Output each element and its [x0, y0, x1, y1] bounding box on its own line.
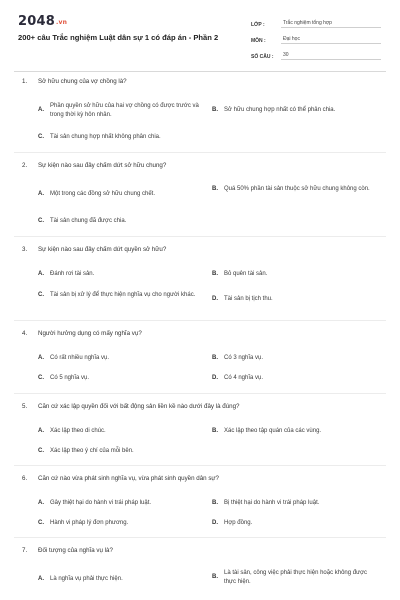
option-c[interactable] [38, 519, 200, 528]
question-divider [14, 537, 386, 538]
question-stem [22, 246, 382, 253]
option-letter: C. [38, 448, 44, 454]
option-b[interactable] [212, 270, 374, 279]
question-text: Đối tượng của nghĩa vụ là? [38, 547, 113, 554]
option-text: Xác lập theo di chúc. [50, 428, 106, 434]
question-divider [14, 152, 386, 153]
meta-row-subject [251, 30, 381, 44]
option-d[interactable] [212, 295, 374, 304]
header-divider [14, 71, 386, 72]
site-logo[interactable] [18, 14, 67, 29]
option-b[interactable] [212, 499, 374, 508]
option-text: Phần quyền sở hữu của hai vợ chồng có được trước và trong thời kỳ hôn nhân. [50, 103, 199, 118]
option-c[interactable] [38, 447, 200, 456]
option-text: Xác lập theo ý chí của mỗi bên. [50, 448, 134, 454]
option-letter: A. [38, 500, 44, 506]
option-letter: C. [38, 218, 44, 224]
option-letter: B. [212, 500, 218, 506]
option-letter: B. [212, 355, 218, 361]
option-text: Tài sản bị tịch thu. [224, 296, 273, 302]
question-text: Sự kiện nào sau đây chấm dứt quyền sở hữu? [38, 246, 167, 253]
option-a[interactable] [38, 190, 200, 199]
option-text: Tài sản bị xử lý để thực hiện nghĩa vụ cho người khác. [50, 292, 196, 298]
question-stem [22, 78, 382, 85]
option-letter: B. [212, 428, 218, 434]
option-text: Hợp đồng. [224, 520, 253, 526]
question-text: Sở hữu chung của vợ chồng là? [38, 78, 127, 85]
option-text: Quá 50% phần tài sản thuộc sở hữu chung không còn. [224, 186, 370, 192]
option-letter: A. [38, 428, 44, 434]
option-letter: B. [212, 186, 218, 192]
question-number: 1. [22, 78, 28, 85]
question-number: 4. [22, 330, 28, 337]
question-stem [22, 475, 382, 482]
option-d[interactable] [212, 374, 374, 383]
option-text: Xác lập theo tập quán của các vùng. [224, 428, 322, 434]
option-text: Đánh rơi tài sản. [50, 271, 95, 277]
option-c[interactable] [38, 217, 200, 226]
meta-label: MÔN : [251, 38, 266, 44]
option-b[interactable] [212, 106, 374, 115]
option-letter: D. [212, 296, 218, 302]
option-text: Gây thiệt hại do hành vi trái pháp luật. [50, 500, 152, 506]
option-b[interactable] [212, 569, 374, 586]
question-number: 2. [22, 162, 28, 169]
option-text: Có 4 nghĩa vụ. [224, 375, 264, 381]
option-b[interactable] [212, 185, 374, 194]
meta-label: LỚP : [251, 22, 265, 28]
question-number: 3. [22, 246, 28, 253]
question-text: Người hưởng dụng có mấy nghĩa vụ? [38, 330, 142, 337]
option-text: Tài sản chung đã được chia. [50, 218, 127, 224]
option-c[interactable] [38, 374, 200, 383]
option-a[interactable] [38, 427, 200, 436]
option-a[interactable] [38, 102, 200, 119]
option-text: Có 5 nghĩa vụ. [50, 375, 90, 381]
option-text: Là tài sản, công việc phải thực hiện hoặc không được thực hiện. [224, 570, 368, 585]
option-letter: C. [38, 292, 44, 298]
meta-label: SỐ CÂU : [251, 54, 274, 60]
option-a[interactable] [38, 575, 200, 584]
option-text: Có 3 nghĩa vụ. [224, 355, 264, 361]
option-text: Có rất nhiều nghĩa vụ. [50, 355, 110, 361]
option-a[interactable] [38, 270, 200, 279]
question-number: 7. [22, 547, 28, 554]
option-letter: A. [38, 355, 44, 361]
question-stem [22, 403, 382, 410]
header [0, 0, 400, 62]
logo-suffix: .vn [55, 19, 68, 26]
option-letter: B. [212, 271, 218, 277]
question-text: Căn cứ xác lập quyền đối với bất động sản liền kề nào dưới đây là đúng? [38, 403, 240, 410]
option-letter: B. [212, 107, 218, 113]
option-letter: B. [212, 574, 218, 581]
question-text: Sự kiện nào sau đây chấm dứt sở hữu chung? [38, 162, 167, 169]
option-letter: C. [38, 520, 44, 526]
question-divider [14, 393, 386, 394]
question-divider [14, 236, 386, 237]
option-text: Hành vi pháp lý đơn phương. [50, 520, 129, 526]
option-letter: C. [38, 375, 44, 381]
option-letter: D. [212, 520, 218, 526]
question-stem [22, 330, 382, 337]
meta-row-class [251, 14, 381, 28]
option-letter: A. [38, 107, 44, 114]
option-letter: A. [38, 576, 44, 582]
question-text: Căn cứ nào vừa phát sinh nghĩa vụ, vừa phát sinh quyền dân sự? [38, 475, 219, 482]
option-text: Bị thiệt hại do hành vi trái pháp luật. [224, 500, 320, 506]
option-text: Tài sản chung hợp nhất không phân chia. [50, 134, 161, 140]
option-c[interactable] [38, 291, 200, 300]
question-divider [14, 320, 386, 321]
meta-panel [251, 14, 381, 62]
option-text: Là nghĩa vụ phải thực hiện. [50, 576, 123, 582]
question-number: 5. [22, 403, 28, 410]
option-letter: C. [38, 134, 44, 140]
logo-main: 2048 [18, 14, 55, 29]
meta-value: 30 [281, 52, 381, 60]
question-divider [14, 465, 386, 466]
option-letter: A. [38, 191, 44, 197]
option-text: Một trong các đồng sở hữu chung chết. [50, 191, 156, 197]
option-b[interactable] [212, 354, 374, 363]
meta-value: Trắc nghiệm tổng hợp [281, 20, 381, 28]
option-a[interactable] [38, 354, 200, 363]
option-a[interactable] [38, 499, 200, 508]
option-letter: D. [212, 375, 218, 381]
option-text: Sở hữu chung hợp nhất có thể phân chia. [224, 107, 336, 113]
option-letter: A. [38, 271, 44, 277]
document-title: 200+ câu Trắc nghiệm Luật dân sự 1 có đáp án - Phần 2 [18, 33, 219, 42]
meta-value: Đại học [281, 36, 381, 44]
question-stem [22, 162, 382, 169]
question-stem [22, 547, 382, 554]
option-b[interactable] [212, 427, 374, 436]
meta-row-count [251, 46, 381, 60]
question-number: 6. [22, 475, 28, 482]
option-c[interactable] [38, 133, 200, 142]
option-text: Bỏ quên tài sản. [224, 271, 268, 277]
option-d[interactable] [212, 519, 374, 528]
